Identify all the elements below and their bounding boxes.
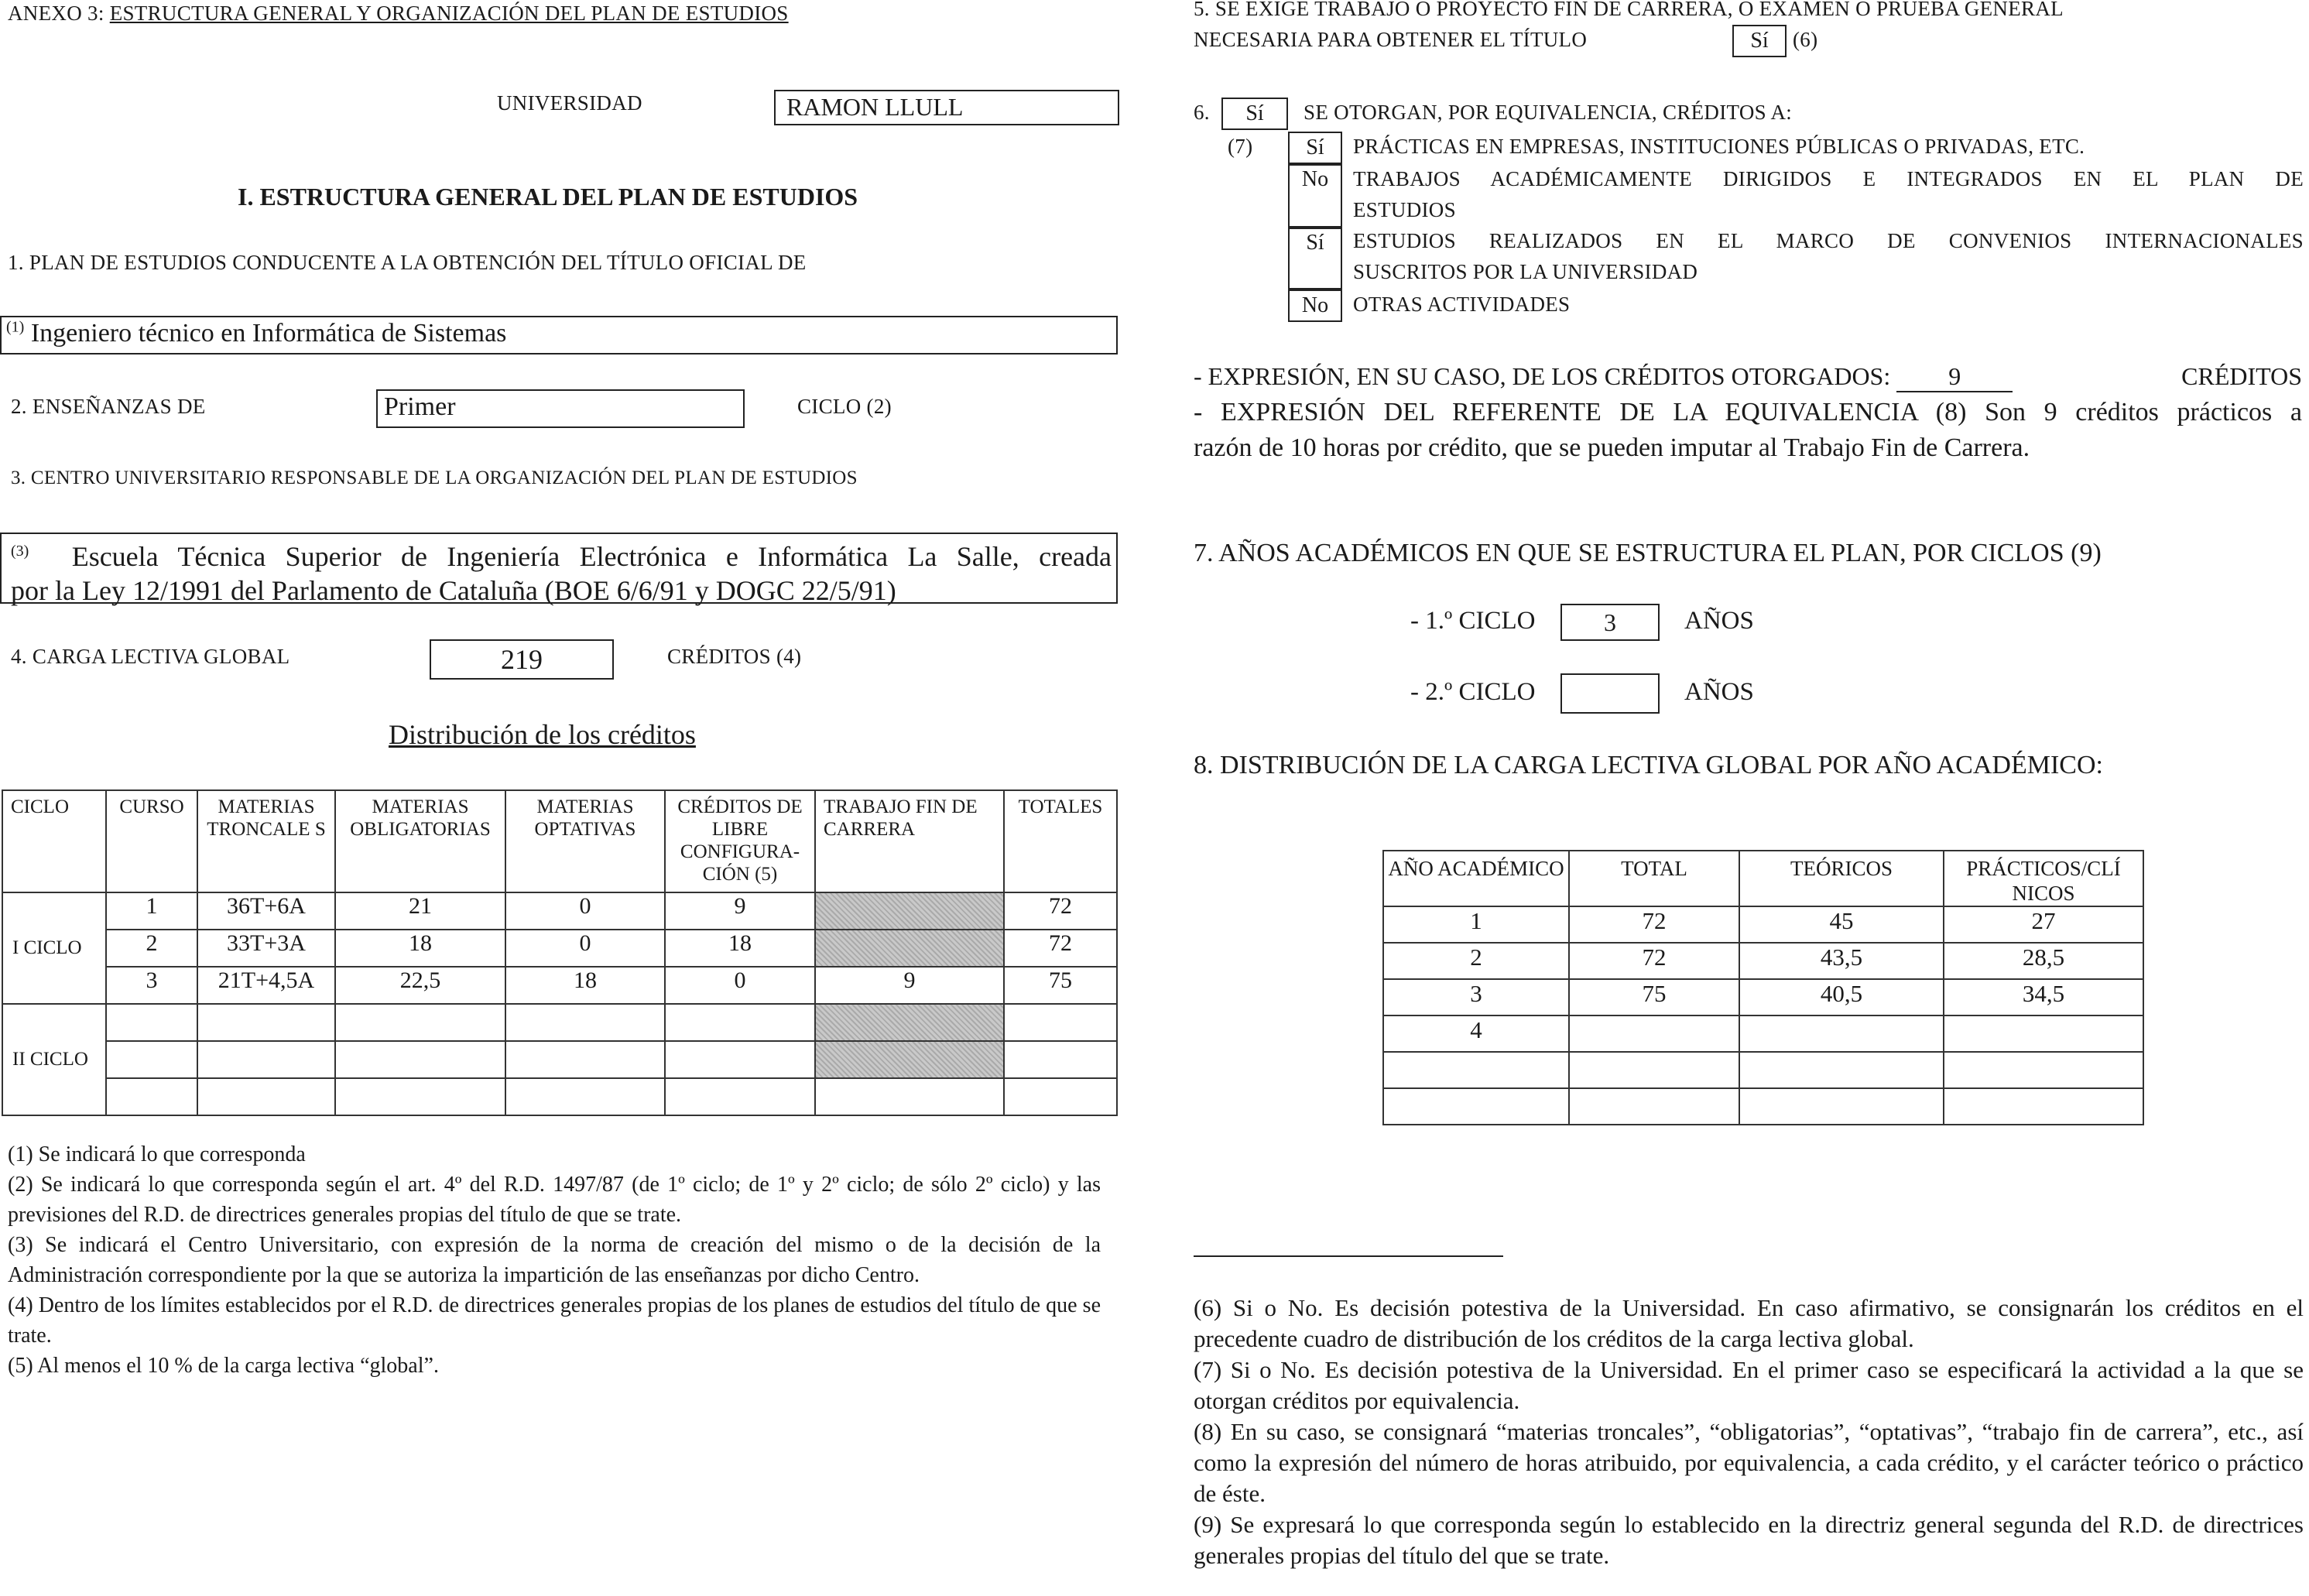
- q7-c1-label: - 1.º CICLO: [1410, 607, 1536, 635]
- table-cell: 72: [1569, 943, 1739, 979]
- table-row: [1383, 1052, 2143, 1088]
- col-header: CURSO: [106, 790, 197, 892]
- table-cell: 18: [505, 967, 665, 1004]
- university-value: RAMON LLULL: [786, 93, 964, 121]
- table-cell: [1383, 1052, 1569, 1088]
- table-row: [2, 930, 1117, 967]
- footnote: (2) Se indicará lo que corresponda según el art. 4º del R.D. 1497/87 (de 1º ciclo; de 1º y 2º ciclo; de sólo 2º ciclo) y las previsiones del R.D. de directrices generales propias del título de que se trate.: [8, 1173, 1101, 1227]
- credits-value: 219: [501, 644, 543, 675]
- q6-item-checkbox[interactable]: [1288, 164, 1342, 228]
- table-row: [1383, 1015, 2143, 1052]
- table-cell: 9: [665, 892, 815, 930]
- col-header: PRÁCTICOS/CLÍ NICOS: [1944, 851, 2143, 906]
- table-cell: [1004, 1041, 1117, 1078]
- q1-label: 1. PLAN DE ESTUDIOS CONDUCENTE A LA OBTENCIÓN DEL TÍTULO OFICIAL DE: [8, 251, 807, 274]
- footnote: (4) Dentro de los límites establecidos por el R.D. de directrices generales propias de los planes de estudios del título de que se trate.: [8, 1293, 1101, 1348]
- table-cell: 72: [1004, 930, 1117, 967]
- table-cell: 36T+6A: [197, 892, 335, 930]
- annex-title: ESTRUCTURA GENERAL Y ORGANIZACIÓN DEL PLAN DE ESTUDIOS: [109, 2, 789, 25]
- title-mark: (1): [6, 318, 25, 336]
- footnote: (5) Al menos el 10 % de la carga lectiva “global”.: [8, 1354, 439, 1378]
- table-row: [1383, 1088, 2143, 1125]
- table-cell: [106, 1004, 197, 1041]
- q6-item-checkbox[interactable]: [1288, 228, 1342, 289]
- table-row: [2, 967, 1117, 1004]
- table-cell: [815, 1078, 1004, 1115]
- col-header: CICLO: [2, 790, 106, 892]
- footnote: (9) Se expresará lo que corresponda según lo establecido en la directriz general segunda del R.D. de directrices generales propias del título del que se trate.: [1194, 1511, 2304, 1569]
- table-cell: [106, 1041, 197, 1078]
- q5-value: Sí: [1750, 29, 1769, 53]
- q6-item-value: No: [1301, 293, 1329, 317]
- table-cell: [197, 1004, 335, 1041]
- col-header: MATERIAS OBLIGATORIAS: [335, 790, 505, 892]
- q6-item-value: Sí: [1306, 231, 1324, 255]
- table-cell: 45: [1739, 906, 1944, 943]
- credits-granted-label: - EXPRESIÓN, EN SU CASO, DE LOS CRÉDITOS OTORGADOS:: [1194, 362, 1891, 390]
- table-cell: [106, 1078, 197, 1115]
- equivalence-line2: razón de 10 horas por crédito, que se pueden imputar al Trabajo Fin de Carrera.: [1194, 433, 2030, 462]
- cycle-field[interactable]: [376, 389, 745, 428]
- table-cell: 43,5: [1739, 943, 1944, 979]
- footnote: (1) Se indicará lo que corresponda: [8, 1142, 306, 1166]
- center-field[interactable]: [0, 533, 1118, 604]
- col-header: TEÓRICOS: [1739, 851, 1944, 906]
- center-mark: (3): [11, 543, 29, 560]
- annex-heading: [8, 2, 789, 26]
- credits-granted: [1194, 362, 2302, 392]
- q7-c2-field[interactable]: [1560, 673, 1660, 714]
- q2-label: 2. ENSEÑANZAS DE: [11, 395, 206, 418]
- table-cell: [1944, 1015, 2143, 1052]
- col-header: MATERIAS OPTATIVAS: [505, 790, 665, 892]
- q8-label: 8. DISTRIBUCIÓN DE LA CARGA LECTIVA GLOBAL POR AÑO ACADÉMICO:: [1194, 751, 2103, 779]
- table-cell: [1569, 1088, 1739, 1125]
- footnote-divider: [1194, 1255, 1503, 1257]
- center-line2: por la Ley 12/1991 del Parlamento de Cataluña (BOE 6/6/91 y DOGC 22/5/91): [11, 575, 896, 606]
- q5-checkbox[interactable]: [1732, 25, 1787, 57]
- credits-field[interactable]: [430, 639, 614, 680]
- table-cell: [1004, 1078, 1117, 1115]
- table-row: [1383, 979, 2143, 1015]
- table-cell: 2: [106, 930, 197, 967]
- table-cell: 3: [106, 967, 197, 1004]
- table-cell: [197, 1078, 335, 1115]
- table-cell: [1739, 1052, 1944, 1088]
- table-cell: 18: [335, 930, 505, 967]
- q6-item-checkbox[interactable]: [1288, 289, 1342, 322]
- footnotes-right: [1194, 1293, 2304, 1571]
- shaded-cell: [815, 1004, 1004, 1041]
- title-value: Ingeniero técnico en Informática de Sistemas: [30, 319, 507, 348]
- table-cell: 40,5: [1739, 979, 1944, 1015]
- table-cell: 0: [505, 930, 665, 967]
- table-cell: 33T+3A: [197, 930, 335, 967]
- table-cell: 75: [1569, 979, 1739, 1015]
- footnote: (8) En su caso, se consignará “materias troncales”, “obligatorias”, “optativas”, “trabajo fin de carrera”, etc., así como la expresión del número de horas atribuido, por equivalencia, a cada crédito, y el carácter teórico o práctico de éste.: [1194, 1418, 2304, 1507]
- credits-distribution-table: [2, 789, 1118, 1116]
- footnote: (6) Si o No. Es decisión potestiva de la Universidad. En caso afirmativo, se consignarán los créditos en el precedente cuadro de distribución de los créditos de la carga lectiva global.: [1194, 1294, 2304, 1352]
- q4-suffix: CRÉDITOS (4): [667, 645, 802, 668]
- table-cell: 1: [106, 892, 197, 930]
- ciclo-cell: II CICLO: [2, 1004, 106, 1115]
- annex-prefix: ANEXO 3:: [8, 2, 104, 25]
- table-cell: 3: [1383, 979, 1569, 1015]
- col-header: TRABAJO FIN DE CARRERA: [815, 790, 1004, 892]
- q5-mark: (6): [1793, 28, 1818, 51]
- q3-label: 3. CENTRO UNIVERSITARIO RESPONSABLE DE LA ORGANIZACIÓN DEL PLAN DE ESTUDIOS: [11, 467, 858, 488]
- col-header: TOTALES: [1004, 790, 1117, 892]
- shaded-cell: [815, 1041, 1004, 1078]
- table-cell: [505, 1078, 665, 1115]
- table-cell: 72: [1004, 892, 1117, 930]
- table-row: [2, 892, 1117, 930]
- footnotes-left: [8, 1139, 1101, 1381]
- table-cell: 1: [1383, 906, 1569, 943]
- cycle-value: Primer: [384, 392, 456, 421]
- q6-value: Sí: [1245, 101, 1264, 125]
- table-cell: 0: [665, 967, 815, 1004]
- table-cell: 27: [1944, 906, 2143, 943]
- col-header: MATERIAS TRONCALE S: [197, 790, 335, 892]
- q6-item-text: ESTUDIOS REALIZADOS EN EL MARCO DE CONVENIOS INTERNACIONALES: [1353, 229, 2304, 252]
- table-cell: 75: [1004, 967, 1117, 1004]
- equivalence-line1: - EXPRESIÓN DEL REFERENTE DE LA EQUIVALENCIA (8) Son 9 créditos prácticos a: [1194, 398, 2302, 426]
- credits-granted-value: 9: [1896, 362, 2013, 392]
- table-cell: [1383, 1088, 1569, 1125]
- title-field[interactable]: [0, 316, 1118, 354]
- table-cell: 9: [815, 967, 1004, 1004]
- q6-item-value: Sí: [1306, 135, 1324, 159]
- university-label: UNIVERSIDAD: [497, 91, 642, 115]
- col-header: TOTAL: [1569, 851, 1739, 906]
- table-cell: 28,5: [1944, 943, 2143, 979]
- credits-granted-suffix: CRÉDITOS: [2181, 362, 2302, 390]
- table-cell: [665, 1041, 815, 1078]
- table-cell: [1739, 1088, 1944, 1125]
- q7-c1-value: 3: [1604, 608, 1616, 636]
- section-title: I. ESTRUCTURA GENERAL DEL PLAN DE ESTUDIOS: [238, 183, 858, 211]
- ciclo-cell: I CICLO: [2, 892, 106, 1004]
- table-cell: [1944, 1088, 2143, 1125]
- q6-label: SE OTORGAN, POR EQUIVALENCIA, CRÉDITOS A:: [1304, 101, 1793, 124]
- table-row: [1383, 906, 2143, 943]
- table-cell: [505, 1004, 665, 1041]
- q7-c1-field[interactable]: [1560, 604, 1660, 641]
- q6-item-text2: SUSCRITOS POR LA UNIVERSIDAD: [1353, 260, 1698, 283]
- table-row: [2, 1078, 1117, 1115]
- table-cell: [197, 1041, 335, 1078]
- table-cell: [335, 1078, 505, 1115]
- table-cell: [335, 1041, 505, 1078]
- table-row: [1383, 943, 2143, 979]
- q2-suffix: CICLO (2): [797, 395, 892, 418]
- table-cell: 72: [1569, 906, 1739, 943]
- table-row: [2, 1004, 1117, 1041]
- table-cell: 34,5: [1944, 979, 2143, 1015]
- q6-item-text: PRÁCTICAS EN EMPRESAS, INSTITUCIONES PÚBLICAS O PRIVADAS, ETC.: [1353, 135, 2085, 158]
- table-header-row: [1383, 851, 2143, 906]
- table-cell: 21T+4,5A: [197, 967, 335, 1004]
- table-cell: [1004, 1004, 1117, 1041]
- col-header: CRÉDITOS DE LIBRE CONFIGURA-CIÓN (5): [665, 790, 815, 892]
- table-cell: 4: [1383, 1015, 1569, 1052]
- q5-line1: 5. SE EXIGE TRABAJO O PROYECTO FIN DE CARRERA, O EXAMEN O PRUEBA GENERAL: [1194, 0, 2064, 20]
- shaded-cell: [815, 892, 1004, 930]
- q7-c2-label: - 2.º CICLO: [1410, 678, 1536, 706]
- q6-num: 6.: [1194, 101, 1210, 124]
- q6-checkbox[interactable]: [1221, 98, 1288, 130]
- table-cell: 21: [335, 892, 505, 930]
- table-cell: [1569, 1052, 1739, 1088]
- year-distribution-table: [1382, 850, 2144, 1125]
- q6-item-text: TRABAJOS ACADÉMICAMENTE DIRIGIDOS E INTEGRADOS EN EL PLAN DE: [1353, 167, 2304, 190]
- table-cell: 18: [665, 930, 815, 967]
- q4-label: 4. CARGA LECTIVA GLOBAL: [11, 645, 290, 668]
- q7-label: 7. AÑOS ACADÉMICOS EN QUE SE ESTRUCTURA EL PLAN, POR CICLOS (9): [1194, 539, 2102, 567]
- q6-item-value: No: [1301, 167, 1329, 191]
- table-cell: [335, 1004, 505, 1041]
- table-header-row: [2, 790, 1117, 892]
- shaded-cell: [815, 930, 1004, 967]
- university-field[interactable]: [774, 90, 1119, 125]
- q5-line2: NECESARIA PARA OBTENER EL TÍTULO: [1194, 28, 1588, 51]
- table-cell: [1944, 1052, 2143, 1088]
- distribution-title: Distribución de los créditos: [389, 719, 696, 750]
- q7-unit: AÑOS: [1684, 607, 1754, 635]
- q7-unit: AÑOS: [1684, 678, 1754, 706]
- col-header: AÑO ACADÉMICO: [1383, 851, 1569, 906]
- table-row: [2, 1041, 1117, 1078]
- table-cell: 0: [505, 892, 665, 930]
- table-cell: [665, 1004, 815, 1041]
- table-cell: [1569, 1015, 1739, 1052]
- table-cell: 22,5: [335, 967, 505, 1004]
- footnote: (3) Se indicará el Centro Universitario, con expresión de la norma de creación del mismo o de la decisión de la Administración correspondiente por la que se autoriza la impartición de las enseñanzas por dicho Centro.: [8, 1233, 1101, 1287]
- footnote: (7) Si o No. Es decisión potestiva de la Universidad. En el primer caso se especificará la actividad a la que se otorgan créditos por equivalencia.: [1194, 1356, 2304, 1414]
- table-cell: [665, 1078, 815, 1115]
- q6-item-checkbox[interactable]: [1288, 132, 1342, 164]
- table-cell: 2: [1383, 943, 1569, 979]
- q6-item-text2: ESTUDIOS: [1353, 198, 1456, 221]
- q6-mark: (7): [1228, 135, 1253, 158]
- center-line1: Escuela Técnica Superior de Ingeniería Electrónica e Informática La Salle, creada: [71, 541, 1112, 572]
- q6-item-text: OTRAS ACTIVIDADES: [1353, 293, 1571, 316]
- table-cell: [1739, 1015, 1944, 1052]
- table-cell: [505, 1041, 665, 1078]
